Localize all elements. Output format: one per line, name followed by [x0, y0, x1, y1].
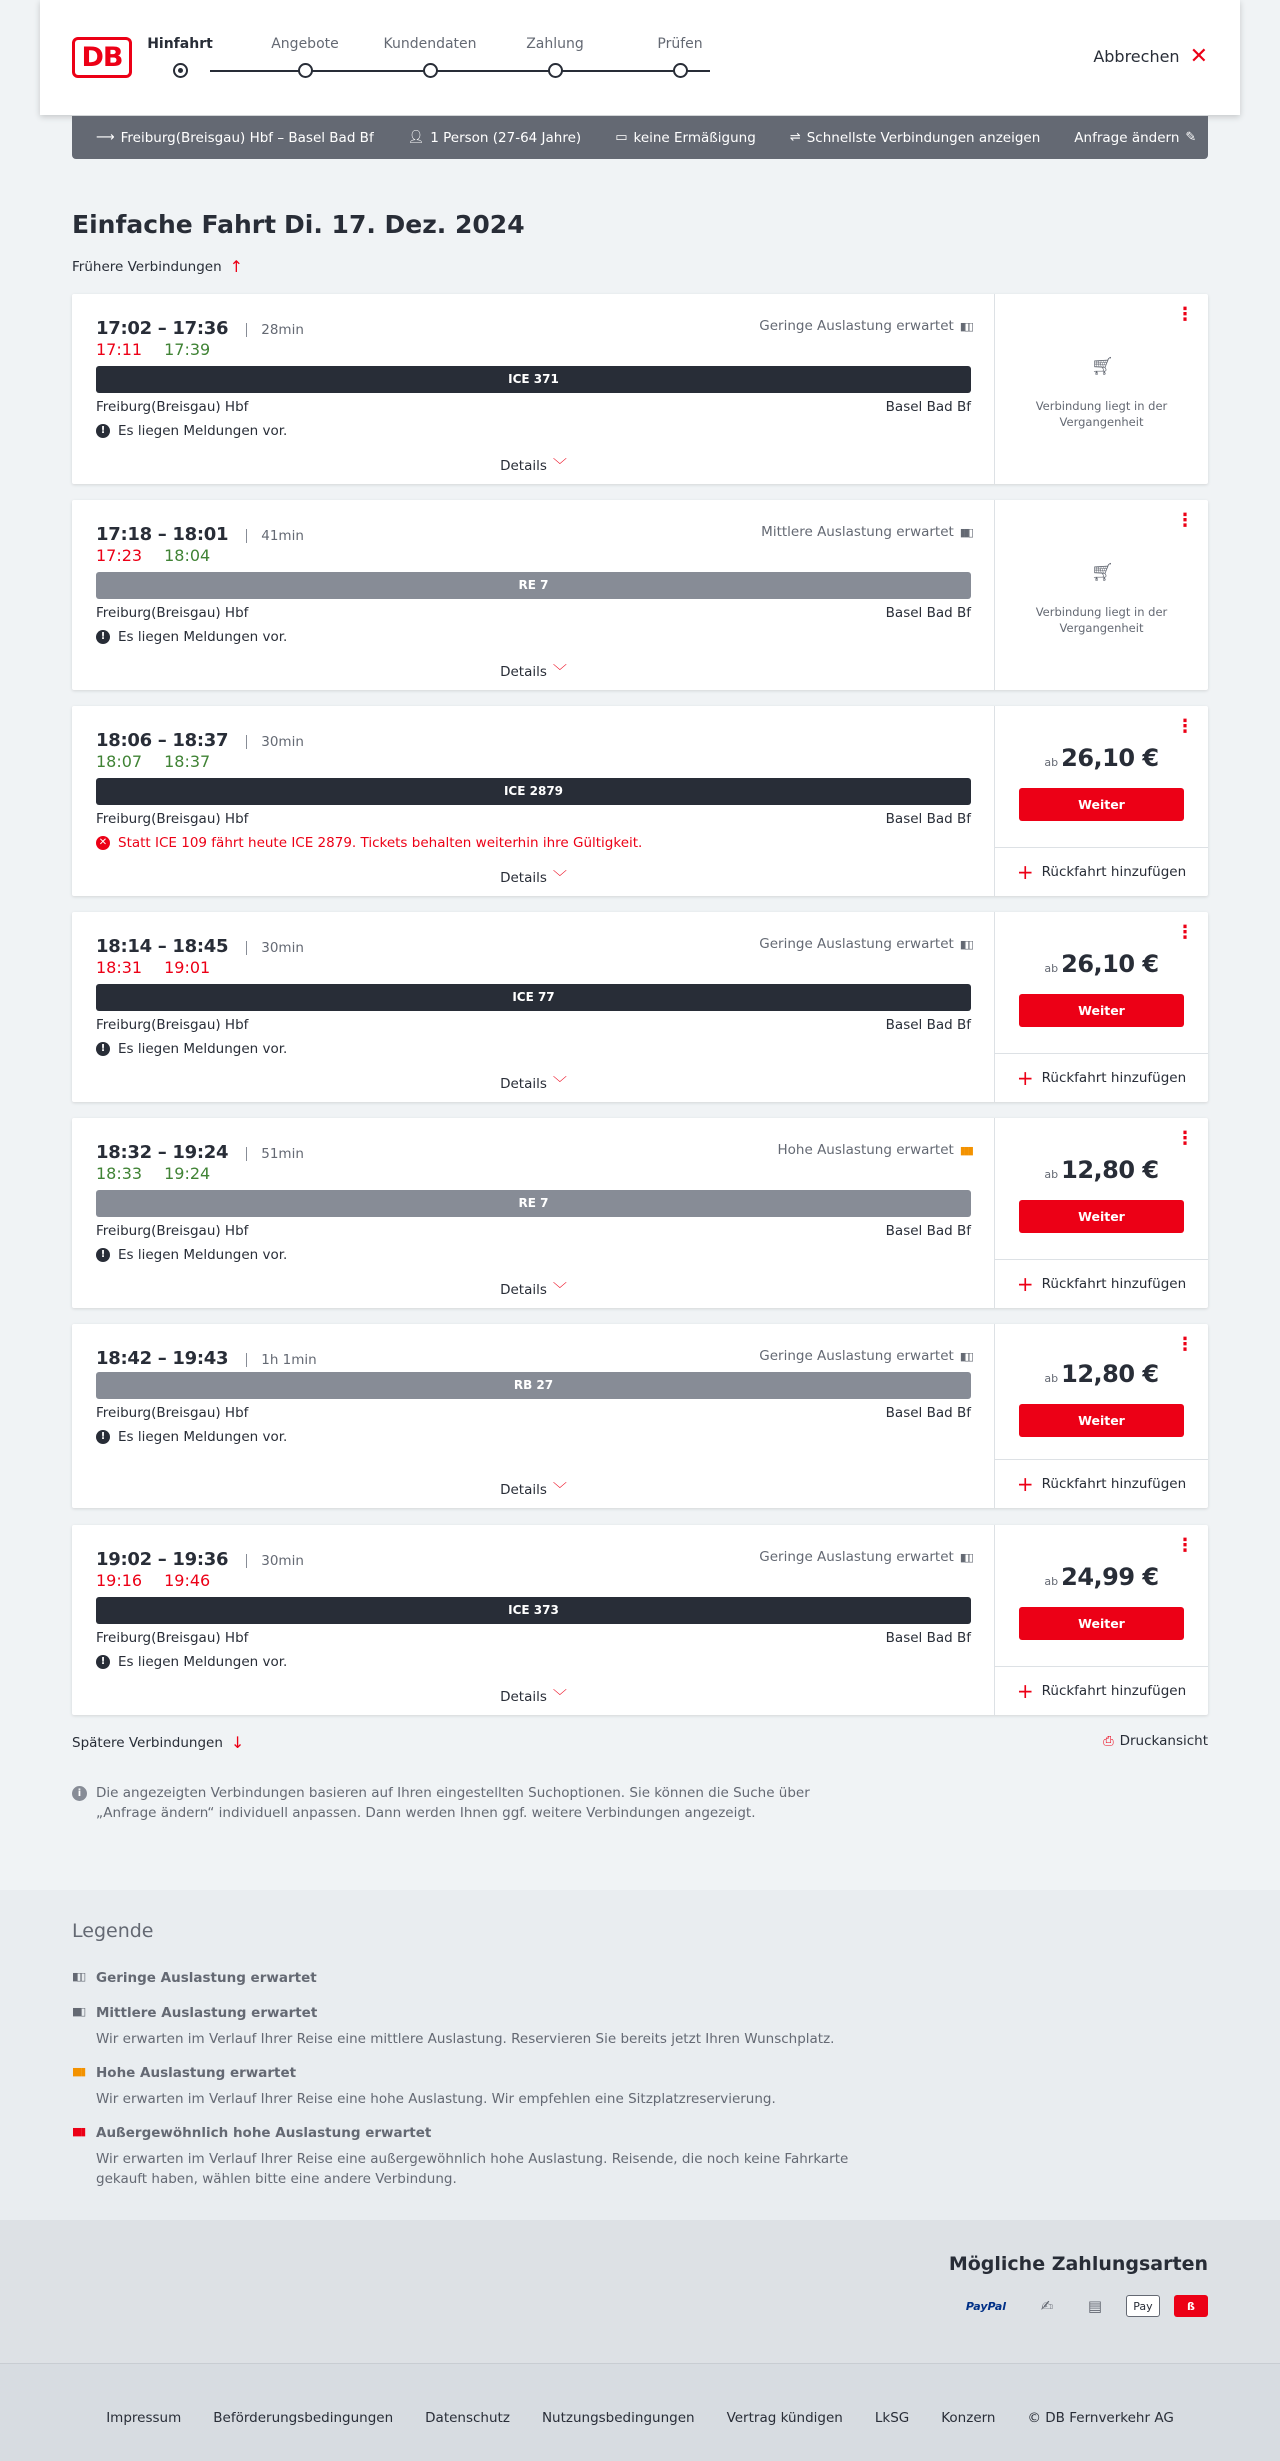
more-options-icon[interactable]: ⋮ — [1176, 304, 1194, 325]
planned-times: 19:02 – 19:36 — [96, 1549, 229, 1570]
connection-times — [96, 730, 304, 751]
plus-icon: + — [1016, 1066, 1034, 1090]
planned-times: 18:42 – 19:43 — [96, 1348, 229, 1369]
connection-message: ! Es liegen Meldungen vor. — [96, 629, 287, 645]
person-icon: 👤︎ — [407, 130, 425, 145]
connection-card — [72, 1525, 1208, 1715]
price-value: 26,10 € — [1061, 744, 1159, 772]
cart-unavailable-icon: 🛒︎ — [1091, 562, 1114, 583]
offer-panel — [995, 1324, 1208, 1508]
realtime-departure: 17:11 — [96, 340, 143, 359]
continue-button[interactable]: Weiter — [1019, 1607, 1184, 1640]
legend-item-text: Wir erwarten im Verlauf Ihrer Reise eine hohe Auslastung. Wir empfehlen eine Sitzplatzreservierung. — [96, 2091, 776, 2107]
step-dot — [173, 63, 188, 78]
offer-panel — [995, 706, 1208, 896]
destination-station: Basel Bad Bf — [885, 1017, 971, 1033]
planned-times: 17:18 – 18:01 — [96, 524, 229, 545]
change-request-button[interactable]: Anfrage ändern ✎ — [1074, 129, 1197, 146]
occupancy-mid-icon: ▮▮▯ — [72, 2005, 85, 2018]
add-return-trip-button[interactable]: + Rückfahrt hinzufügen — [995, 847, 1208, 896]
add-return-trip-button[interactable]: + Rückfahrt hinzufügen — [995, 1053, 1208, 1102]
station-names — [96, 1630, 971, 1646]
legend-item — [72, 2005, 872, 2049]
realtime-times — [96, 958, 210, 977]
duration: 1h 1min — [246, 1353, 316, 1367]
footer-link[interactable]: Konzern — [941, 2410, 996, 2426]
train-bar[interactable]: RB 27 — [96, 1372, 971, 1399]
details-toggle[interactable]: Details ﹀ — [500, 1689, 567, 1705]
details-toggle[interactable]: Details ﹀ — [500, 1282, 567, 1298]
search-info-note: i Die angezeigten Verbindungen basieren auf Ihren eingestellten Suchoptionen. Sie können die Suche über „Anfrage ändern“ individuell anpassen. Dann werden Ihnen ggf. weitere Verbindungen angezeigt. — [72, 1783, 852, 1823]
step-dot — [548, 63, 563, 78]
page-footer — [0, 2363, 1280, 2461]
page-header — [40, 0, 1240, 115]
price-value: 24,99 € — [1061, 1563, 1159, 1591]
price — [995, 1563, 1208, 1591]
destination-station: Basel Bad Bf — [885, 811, 971, 827]
earlier-connections-link[interactable]: Frühere Verbindungen ↑ — [72, 257, 244, 276]
card-icon: ▭ — [615, 130, 628, 145]
price-prefix: ab — [1044, 1372, 1059, 1385]
more-options-icon[interactable]: ⋮ — [1176, 1535, 1194, 1556]
occupancy-icon: ▮▯▯ — [959, 1349, 972, 1363]
connection-info — [72, 1118, 995, 1308]
realtime-arrival: 19:01 — [164, 958, 211, 977]
persons-summary: 👤︎ 1 Person (27-64 Jahre) — [407, 129, 582, 146]
details-toggle[interactable]: Details ﹀ — [500, 1076, 567, 1092]
travel-date: Di. 17. Dez. 2024 — [284, 210, 525, 239]
connection-info — [72, 706, 995, 896]
payment-methods-section — [0, 2220, 1280, 2363]
sepa-icon: ▤ — [1087, 2297, 1103, 2315]
price-prefix: ab — [1044, 962, 1059, 975]
step-label: Zahlung — [526, 36, 584, 52]
more-options-icon[interactable]: ⋮ — [1176, 1334, 1194, 1355]
alert-icon: ! — [96, 1042, 110, 1056]
offer-panel — [995, 1525, 1208, 1715]
realtime-arrival: 19:46 — [164, 1571, 211, 1590]
cancel-label: Abbrechen — [1093, 47, 1180, 66]
connection-info — [72, 294, 995, 484]
legend-item-text: Wir erwarten im Verlauf Ihrer Reise eine außergewöhnlich hohe Auslastung. Reisende, die noch keine Fahrkarte gekauft haben, wählen bitte eine andere Verbindung. — [96, 2151, 849, 2187]
close-icon: ✕ — [1189, 43, 1208, 69]
connection-info — [72, 1525, 995, 1715]
connection-times — [96, 1549, 304, 1570]
add-return-trip-button[interactable]: + Rückfahrt hinzufügen — [995, 1666, 1208, 1715]
connection-info — [72, 1324, 995, 1508]
direct-debit-icon: ✍︎ — [1040, 2297, 1054, 2315]
occupancy-indicator — [778, 1142, 973, 1158]
more-options-icon[interactable]: ⋮ — [1176, 1128, 1194, 1149]
connection-times — [96, 1142, 304, 1163]
step-label: Hinfahrt — [147, 36, 213, 52]
progress-line — [210, 70, 710, 72]
duration: 30min — [246, 941, 304, 955]
payment-icons — [956, 2295, 1208, 2317]
legend-item-title: ▮▮▮ Hohe Auslastung erwartet — [72, 2065, 297, 2081]
footer-link: © DB Fernverkehr AG — [1027, 2410, 1174, 2426]
more-options-icon[interactable]: ⋮ — [1176, 922, 1194, 943]
cancel-button[interactable] — [1093, 43, 1208, 69]
connection-times — [96, 524, 304, 545]
legend-section — [0, 1890, 1280, 2220]
origin-station: Freiburg(Breisgau) Hbf — [96, 1405, 249, 1421]
offer-panel — [995, 912, 1208, 1102]
past-connection-note: Verbindung liegt in der Vergangenheit — [1035, 605, 1168, 635]
train-bar[interactable]: RE 7 — [96, 1190, 971, 1217]
occupancy-icon: ▮▮▯ — [959, 525, 972, 539]
origin-station: Freiburg(Breisgau) Hbf — [96, 811, 249, 827]
alert-icon: ! — [96, 630, 110, 644]
realtime-times — [96, 340, 210, 359]
discount-summary: ▭ keine Ermäßigung — [615, 129, 756, 146]
connection-info — [72, 912, 995, 1102]
chevron-down-icon: ﹀ — [552, 458, 567, 474]
price — [995, 1360, 1208, 1388]
duration: 28min — [246, 323, 304, 337]
alert-icon: ! — [96, 1430, 110, 1444]
station-names — [96, 605, 971, 621]
connection-message: ! Es liegen Meldungen vor. — [96, 1247, 287, 1263]
occupancy-icon: ▮▯▯ — [959, 1550, 972, 1564]
chevron-down-icon: ﹀ — [552, 1076, 567, 1092]
station-names — [96, 1223, 971, 1239]
price-prefix: ab — [1044, 1575, 1059, 1588]
continue-button[interactable]: Weiter — [1019, 1404, 1184, 1437]
connection-message: ! Es liegen Meldungen vor. — [96, 423, 287, 439]
db-logo[interactable]: DB — [72, 37, 132, 78]
step-dot — [298, 63, 313, 78]
cart-unavailable-icon: 🛒︎ — [1091, 356, 1114, 377]
connection-message: ✕ Statt ICE 109 fährt heute ICE 2879. Tickets behalten weiterhin ihre Gültigkeit. — [96, 835, 642, 851]
legend-item — [72, 2065, 872, 2109]
later-connections-link[interactable]: Spätere Verbindungen ↓ — [72, 1733, 245, 1752]
realtime-times — [96, 546, 210, 565]
plus-icon: + — [1016, 1272, 1034, 1296]
step-label: Kundendaten — [383, 36, 477, 52]
step-dot — [673, 63, 688, 78]
connection-info — [72, 500, 995, 690]
destination-station: Basel Bad Bf — [885, 1223, 971, 1239]
step-label: Angebote — [271, 36, 339, 52]
occupancy-low-icon: ▮▯▯ — [72, 1970, 85, 1983]
realtime-departure: 19:16 — [96, 1571, 143, 1590]
chevron-down-icon: ﹀ — [552, 664, 567, 680]
price — [995, 950, 1208, 978]
page-title: Einfache Fahrt Di. 17. Dez. 2024 — [72, 210, 525, 239]
db-card-icon: ß — [1174, 2295, 1208, 2317]
legend-item — [72, 1970, 872, 1986]
occupancy-indicator — [759, 1348, 972, 1364]
step-label: Prüfen — [657, 36, 703, 52]
legend-title: Legende — [72, 1920, 154, 1942]
origin-station: Freiburg(Breisgau) Hbf — [96, 1223, 249, 1239]
planned-times: 18:14 – 18:45 — [96, 936, 229, 957]
arrow-right-icon: ⟶ — [96, 130, 115, 145]
destination-station: Basel Bad Bf — [885, 1630, 971, 1646]
step-angebote — [235, 36, 375, 52]
occupancy-text: Geringe Auslastung erwartet — [759, 936, 954, 952]
offer-panel — [995, 294, 1208, 484]
realtime-arrival: 18:04 — [164, 546, 211, 565]
station-names — [96, 1017, 971, 1033]
connection-card — [72, 294, 1208, 484]
print-view-link[interactable]: ⎙ Druckansicht — [1103, 1733, 1208, 1749]
realtime-departure: 18:07 — [96, 752, 143, 771]
chevron-down-icon: ﹀ — [552, 1689, 567, 1705]
legend-item-title: ▮▮▮ Außergewöhnlich hohe Auslastung erwartet — [72, 2125, 432, 2141]
occupancy-icon: ▮▯▯ — [959, 937, 972, 951]
offer-panel — [995, 1118, 1208, 1308]
realtime-departure: 18:33 — [96, 1164, 143, 1183]
occupancy-text: Geringe Auslastung erwartet — [759, 318, 954, 334]
legend-item-title: ▮▮▯ Mittlere Auslastung erwartet — [72, 2005, 318, 2021]
planned-times: 18:06 – 18:37 — [96, 730, 229, 751]
details-toggle[interactable]: Details ﹀ — [500, 870, 567, 886]
legend-item-text: Wir erwarten im Verlauf Ihrer Reise eine mittlere Auslastung. Reservieren Sie bereits jetzt Ihren Wunschplatz. — [96, 2031, 835, 2047]
alert-icon: ! — [96, 1655, 110, 1669]
connection-message: ! Es liegen Meldungen vor. — [96, 1429, 287, 1445]
route-summary: ⟶ Freiburg(Breisgau) Hbf – Basel Bad Bf — [96, 129, 374, 146]
arrow-up-icon: ↑ — [229, 257, 244, 276]
legend-item-title: ▮▯▯ Geringe Auslastung erwartet — [72, 1970, 317, 1986]
footer-link[interactable]: Nutzungsbedingungen — [541, 2410, 695, 2426]
duration: 51min — [246, 1147, 304, 1161]
legend-item — [72, 2125, 872, 2189]
occupancy-indicator — [759, 318, 972, 334]
footer-link[interactable]: Impressum — [106, 2410, 182, 2426]
step-dot — [423, 63, 438, 78]
plus-icon: + — [1016, 1679, 1034, 1703]
details-toggle[interactable]: Details ﹀ — [500, 664, 567, 680]
train-bar[interactable]: RE 7 — [96, 572, 971, 599]
connection-card — [72, 1324, 1208, 1508]
destination-station: Basel Bad Bf — [885, 605, 971, 621]
offer-panel — [995, 500, 1208, 690]
planned-times: 17:02 – 17:36 — [96, 318, 229, 339]
step-kundendaten — [360, 36, 500, 52]
realtime-times — [96, 752, 210, 771]
realtime-times — [96, 1571, 210, 1590]
footer-link[interactable]: Datenschutz — [425, 2410, 510, 2426]
occupancy-indicator — [759, 936, 972, 952]
occupancy-icon: ▮▯▯ — [959, 319, 972, 333]
chevron-down-icon: ﹀ — [552, 1282, 567, 1298]
printer-icon: ⎙ — [1103, 1733, 1114, 1749]
price — [995, 1156, 1208, 1184]
payment-methods-title: Mögliche Zahlungsarten — [948, 2253, 1208, 2275]
occupancy-icon: ▮▮▮ — [959, 1143, 972, 1157]
pencil-icon: ✎ — [1185, 130, 1197, 145]
footer-link[interactable]: LkSG — [874, 2410, 910, 2426]
train-bar[interactable]: ICE 2879 — [96, 778, 971, 805]
add-return-trip-button[interactable]: + Rückfahrt hinzufügen — [995, 1259, 1208, 1308]
station-names — [96, 399, 971, 415]
details-toggle[interactable]: Details ﹀ — [500, 458, 567, 474]
occupancy-text: Hohe Auslastung erwartet — [777, 1142, 954, 1158]
alert-icon: ! — [96, 424, 110, 438]
realtime-arrival: 19:24 — [164, 1164, 211, 1183]
more-options-icon[interactable]: ⋮ — [1176, 716, 1194, 737]
destination-station: Basel Bad Bf — [885, 1405, 971, 1421]
connection-card — [72, 1118, 1208, 1308]
occupancy-indicator — [759, 1549, 972, 1565]
past-connection-note: Verbindung liegt in der Vergangenheit — [1035, 399, 1168, 429]
price-prefix: ab — [1044, 756, 1059, 769]
paypal-icon: PayPal — [965, 2299, 1007, 2313]
station-names — [96, 1405, 971, 1421]
filter-summary: ⇌ Schnellste Verbindungen anzeigen — [789, 129, 1041, 146]
station-names — [96, 811, 971, 827]
realtime-arrival: 17:39 — [164, 340, 211, 359]
connection-message: ! Es liegen Meldungen vor. — [96, 1041, 287, 1057]
train-bar[interactable]: ICE 373 — [96, 1597, 971, 1624]
duration: 41min — [246, 529, 304, 543]
connection-message: ! Es liegen Meldungen vor. — [96, 1654, 287, 1670]
price — [995, 744, 1208, 772]
connection-times — [96, 318, 304, 339]
realtime-arrival: 18:37 — [164, 752, 211, 771]
price-value: 26,10 € — [1061, 950, 1159, 978]
step-zahlung — [485, 36, 625, 52]
arrow-down-icon: ↓ — [230, 1733, 245, 1752]
connection-times — [96, 936, 304, 957]
origin-station: Freiburg(Breisgau) Hbf — [96, 399, 249, 415]
occupancy-indicator — [761, 524, 972, 540]
duration: 30min — [246, 1554, 304, 1568]
connection-card — [72, 912, 1208, 1102]
step-prüfen — [610, 36, 750, 52]
plus-icon: + — [1016, 860, 1034, 884]
price-prefix: ab — [1044, 1168, 1059, 1181]
duration: 30min — [246, 735, 304, 749]
occupancy-text: Geringe Auslastung erwartet — [759, 1348, 954, 1364]
search-summary-bar — [72, 116, 1208, 159]
continue-button[interactable]: Weiter — [1019, 1200, 1184, 1233]
occupancy-extreme-icon: ▮▮▮ — [72, 2125, 85, 2138]
connection-times — [96, 1348, 317, 1369]
continue-button[interactable]: Weiter — [1019, 788, 1184, 821]
plus-icon: + — [1016, 1472, 1034, 1496]
chevron-down-icon: ﹀ — [552, 1482, 567, 1498]
chevron-down-icon: ﹀ — [552, 870, 567, 886]
price-value: 12,80 € — [1061, 1156, 1159, 1184]
price-value: 12,80 € — [1061, 1360, 1159, 1388]
origin-station: Freiburg(Breisgau) Hbf — [96, 1630, 249, 1646]
realtime-times — [96, 1164, 210, 1183]
destination-station: Basel Bad Bf — [885, 399, 971, 415]
connection-card — [72, 706, 1208, 896]
train-bar[interactable]: ICE 371 — [96, 366, 971, 393]
details-toggle[interactable]: Details ﹀ — [500, 1482, 567, 1498]
footer-link[interactable]: Vertrag kündigen — [726, 2410, 843, 2426]
realtime-departure: 17:23 — [96, 546, 143, 565]
error-icon: ✕ — [96, 836, 110, 850]
continue-button[interactable]: Weiter — [1019, 994, 1184, 1027]
more-options-icon[interactable]: ⋮ — [1176, 510, 1194, 531]
footer-link[interactable]: Beförderungsbedingungen — [213, 2410, 394, 2426]
add-return-trip-button[interactable]: + Rückfahrt hinzufügen — [995, 1459, 1208, 1508]
train-bar[interactable]: ICE 77 — [96, 984, 971, 1011]
info-icon: i — [72, 1786, 87, 1801]
alert-icon: ! — [96, 1248, 110, 1262]
origin-station: Freiburg(Breisgau) Hbf — [96, 1017, 249, 1033]
planned-times: 18:32 – 19:24 — [96, 1142, 229, 1163]
occupancy-high-icon: ▮▮▮ — [72, 2065, 85, 2078]
step-hinfahrt — [110, 36, 250, 52]
occupancy-text: Mittlere Auslastung erwartet — [761, 524, 954, 540]
footer-links — [0, 2410, 1280, 2426]
connection-card — [72, 500, 1208, 690]
realtime-departure: 18:31 — [96, 958, 143, 977]
origin-station: Freiburg(Breisgau) Hbf — [96, 605, 249, 621]
filter-icon: ⇌ — [789, 130, 801, 145]
occupancy-text: Geringe Auslastung erwartet — [759, 1549, 954, 1565]
apple-pay-icon: Pay — [1126, 2295, 1160, 2317]
